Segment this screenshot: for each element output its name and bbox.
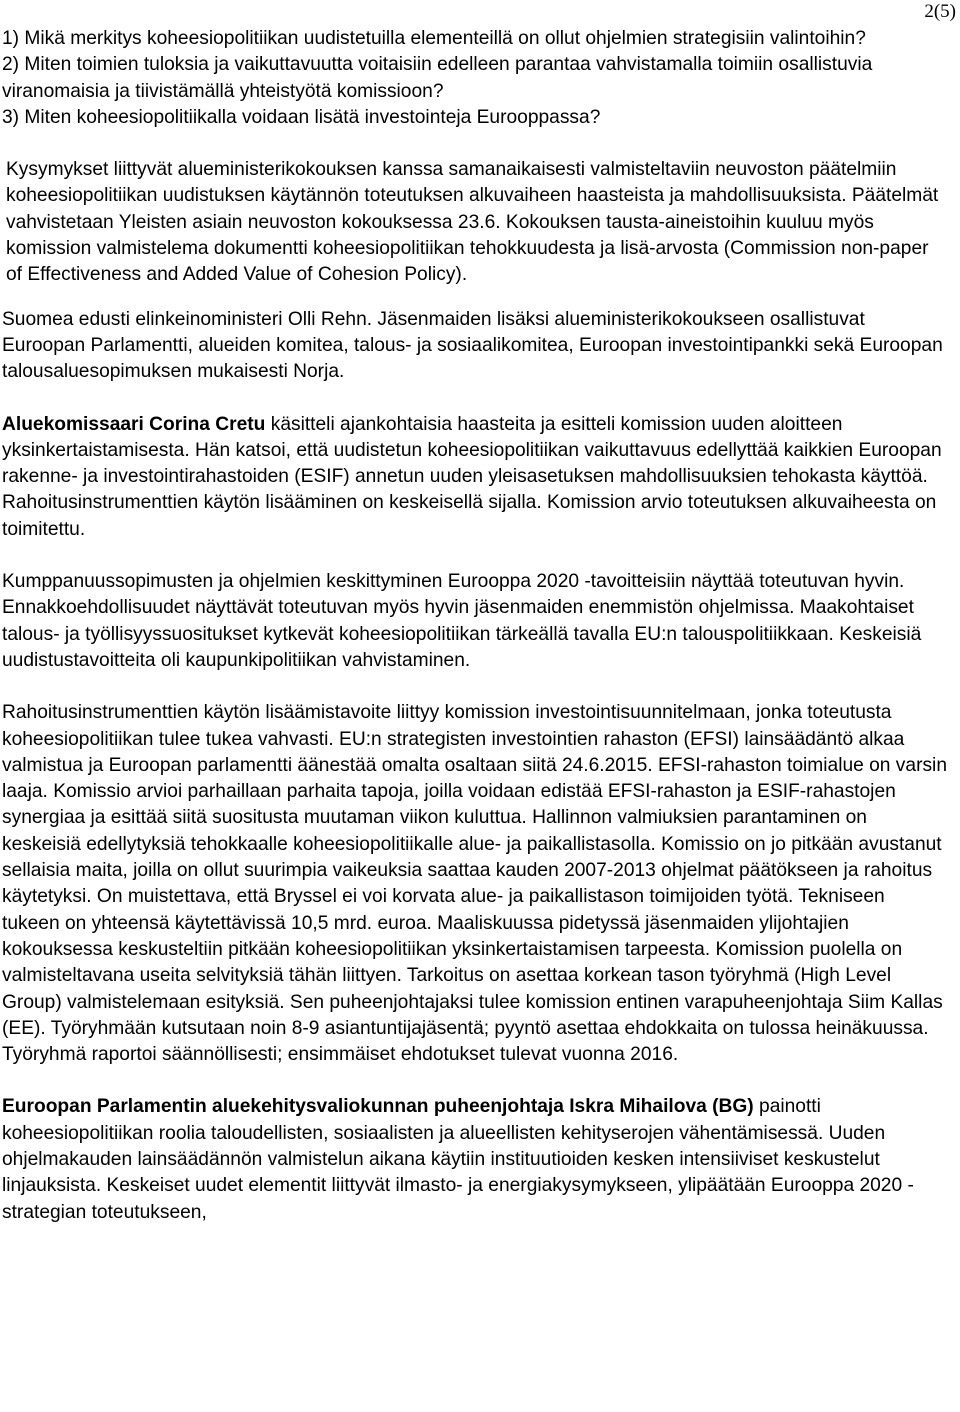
speaker-name: Euroopan Parlamentin aluekehitysvaliokunnan puheenjohtaja Iskra Mihailova (BG)	[2, 1096, 754, 1118]
paragraph-parliament	[2, 1094, 947, 1225]
paragraph-commissioner	[2, 412, 947, 543]
question-1: 1) Mikä merkitys koheesiopolitiikan uudistetuilla elementeillä on ollut ohjelmien strategisiin valintoihin?	[2, 28, 866, 49]
paragraph-text: painotti koheesiopolitiikan roolia taloudellisten, sosiaalisten ja alueellisten kehityserojen vähentämisessä. Uuden ohjelmakauden lainsäädännön valmistelun aikana käytiin instituutioiden kesken intensiiviset keskustelut linjauksista. Keskeiset uudet elementit liittyvät ilmasto- ja energiakysymykseen, ylipäätään Eurooppa 2020 -strategian toteutukseen,	[2, 1096, 914, 1223]
question-2: 2) Miten toimien tuloksia ja vaikuttavuutta voitaisiin edelleen parantaa vahvistamalla toimiin osallistuvia viranomaisia ja tiivistämällä yhteistyötä komissioon?	[2, 54, 873, 102]
paragraph-financial-instruments: Rahoitusinstrumenttien käytön lisäämistavoite liittyy komission investointisuunnitelmaan, jonka toteutusta koheesiopolitiikan tulee tukea vahvasti. EU:n strategisten investointien rahaston (EFSI) lainsäädäntö alkaa valmistua ja Euroopan parlamentti äänestää omalta osaltaan siitä 24.6.2015. EFSI-rahaston toimialue on varsin laaja. Komissio arvioi parhaillaan parhaita tapoja, joilla voidaan edistää EFSI-rahaston ja ESIF-rahastojen synergiaa ja esittää siitä suositusta muutaman viikon kuluttua. Hallinnon valmiuksien parantaminen on keskeisiä edellytyksiä tehokkaalle koheesiopolitiikalle alue- ja paikallistasolla. Komissio on jo pitkään avustanut sellaisia maita, joilla on ollut suurimpia vaikeuksia saattaa kauden 2007-2013 ohjelmat päätökseen ja rahoitus käytetyksi. On muistettava, että Bryssel ei voi korvata alue- ja paikallistason toimijoiden työtä. Tekniseen tukeen on yhteensä käytettävissä 10,5 mrd. euroa. Maaliskuussa pidetyssä jäsenmaiden ylijohtajien kokouksessa keskusteltiin pitkään koheesiopolitiikan yksinkertaistamisen tarpeesta. Komission puolella on valmisteltavana useita selvityksiä tähän liittyen. Tarkoitus on asettaa korkean tason työryhmä (High Level Group) valmistelemaan esityksiä. Sen puheenjohtajaksi tulee komission entinen varapuheenjohtaja Siim Kallas (EE). Työryhmään kutsutaan noin 8-9 asiantuntijajäsentä; pyyntö asettaa ehdokkaita on tulossa heinäkuussa. Työryhmä raportoi säännöllisesti; ensimmäiset ehdotukset tulevat vuonna 2016.	[2, 702, 947, 1066]
page-number: 2(5)	[924, 1, 956, 22]
paragraph-participants: Suomea edusti elinkeinoministeri Olli Rehn. Jäsenmaiden lisäksi alueministerikokoukseen osallistuvat Euroopan Parlamentti, alueiden komitea, talous- ja sosiaalikomitea, Euroopan investointipankki sekä Euroopan talousaluesopimuksen mukaisesti Norja.	[2, 308, 943, 383]
paragraph-partnership: Kumppanuussopimusten ja ohjelmien keskittyminen Eurooppa 2020 -tavoitteisiin näyttää toteutuvan hyvin. Ennakkoehdollisuudet näyttävät toteutuvan myös hyvin jäsenmaiden enemmistön ohjelmissa. Maakohtaiset talous- ja työllisyyssuositukset kytkevät koheesiopolitiikan tärkeällä tavalla EU:n talouspolitiikkaan. Keskeisiä uudistustavoitteita oli kaupunkipolitiikan vahvistaminen.	[2, 571, 922, 671]
paragraph-background: Kysymykset liittyvät alueministerikokouksen kanssa samanaikaisesti valmisteltaviin neuvoston päätelmiin koheesiopolitiikan uudistuksen käytännön toteutuksen alkuvaiheen haasteista ja mahdollisuuksista. Päätelmät vahvistetaan Yleisten asiain neuvoston kokouksessa 23.6. Kokouksen tausta-aineistoihin kuuluu myös komission valmistelema dokumentti koheesiopolitiikan tehokkuudesta ja lisä-arvosta (Commission non-paper of Effectiveness and Added Value of Cohesion Policy).	[6, 159, 939, 286]
question-3: 3) Miten koheesiopolitiikalla voidaan lisätä investointeja Eurooppassa?	[2, 106, 601, 128]
document-body	[2, 26, 947, 1226]
speaker-name: Aluekomissaari Corina Cretu	[2, 413, 266, 435]
paragraph-text: käsitteli ajankohtaisia haasteita ja esitteli komission uuden aloitteen yksinkertaistamisesta. Hän katsoi, että uudistetun koheesiopolitiikan vaikuttavuus edellyttää kaikkien Euroopan rakenne- ja investointirahastoiden (ESIF) annetun uuden yleisasetuksen mahdollisuuksien tehokasta käyttöä. Rahoitusinstrumenttien käytön lisääminen on keskeisellä sijalla. Komission arvio toteutuksen alkuvaiheesta on toimitettu.	[2, 413, 942, 540]
